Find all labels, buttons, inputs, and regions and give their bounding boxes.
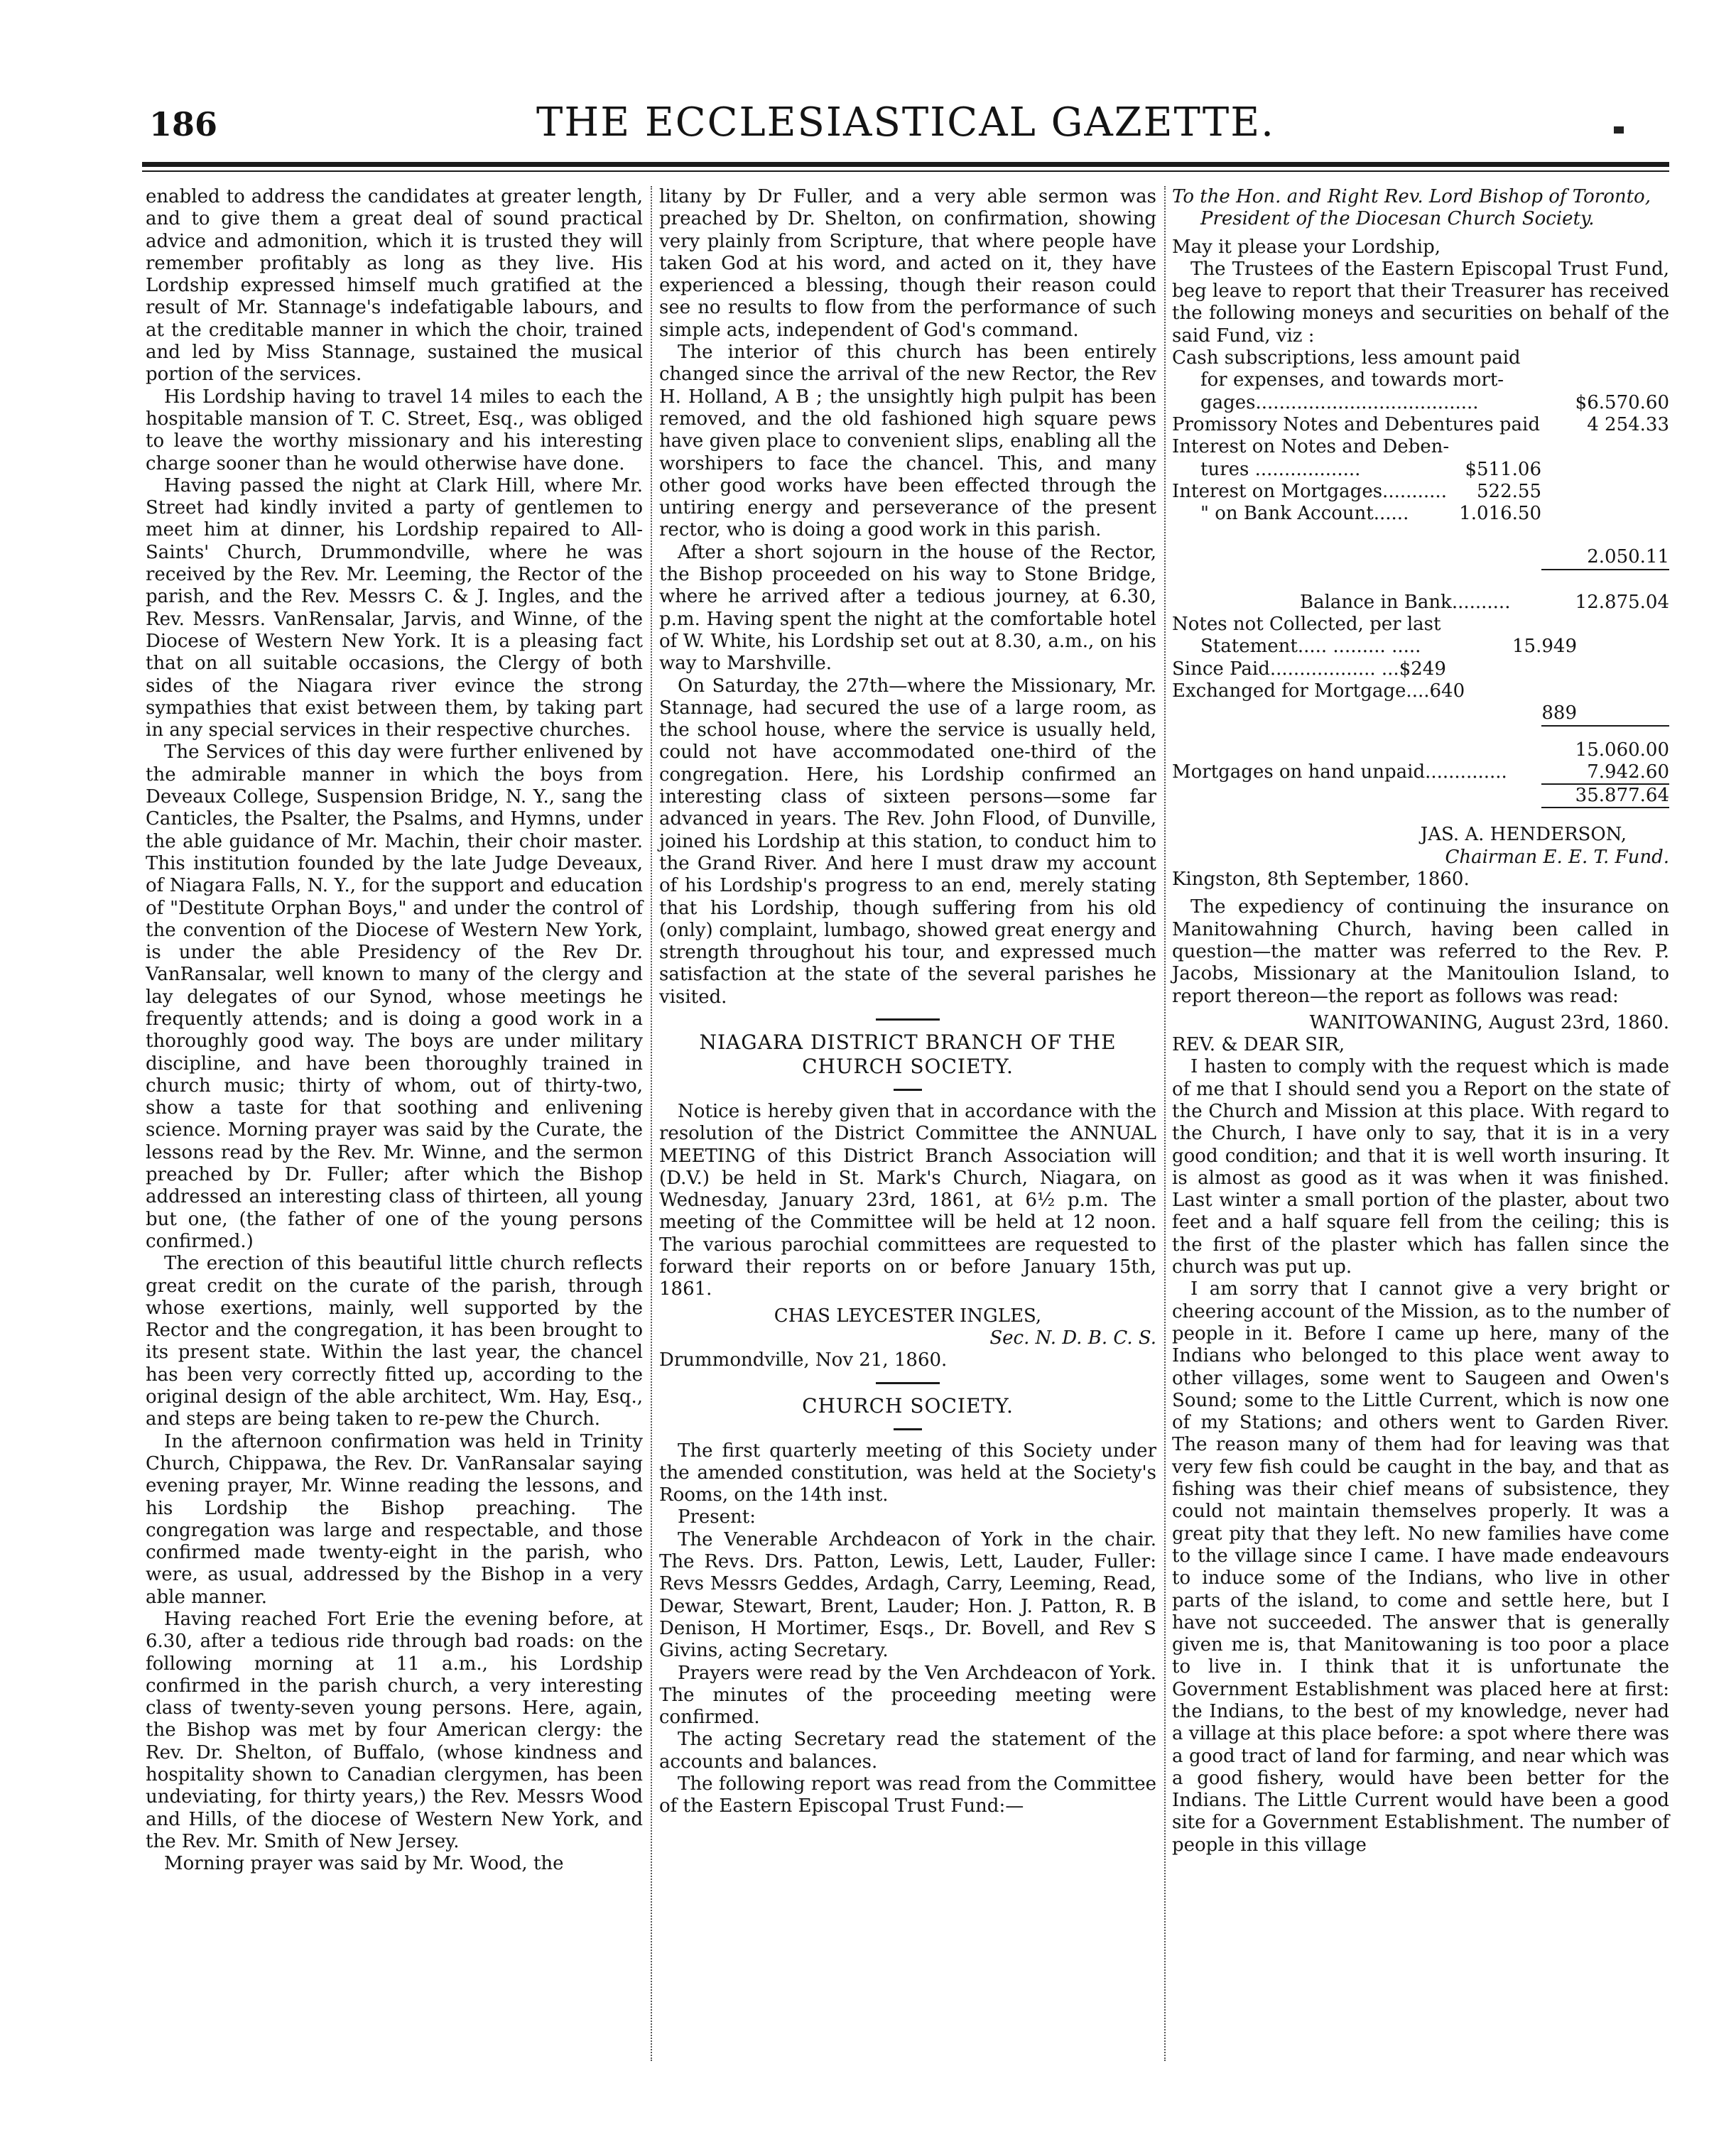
letter-salutation: REV. & DEAR SIR, [1172, 1034, 1345, 1056]
header-rule-thin [142, 170, 1669, 172]
letter-dateline: WANITOWANING, August 23rd, 1860. [1309, 1011, 1669, 1033]
notice-paragraph: Notice is hereby given that in accordance with the resolution of the District Committee the ANNUAL MEETING of this District Branch Association will (D.V.) be held in St. Mark's Church, Niagara, on Wednesday, January 23rd, 1861, at 6½ p.m. The meeting of the Committee will be held at 12 noon. The various parochial committees are requested to forward their reports on or before January 15th, 1861. [659, 1100, 1156, 1300]
notice-signature: CHAS LEYCESTER INGLES, [774, 1305, 1042, 1327]
masthead-title: THE ECCLESIASTICAL GAZETTE. [536, 99, 1275, 146]
report-signature: JAS. A. HENDERSON, [1420, 824, 1627, 846]
ledger-label: Balance in Bank.......... [1300, 591, 1511, 613]
page-header [149, 99, 1662, 156]
paragraph: The Services of this day were further enlivened by the admirable manner in which the boys from Deveaux College, Suspension Bridge, N. Y., sang the Canticles, the Psalter, the Psalms, and Hymns, under the able guidance of Mr. Machin, their choir master. This institution founded by the late Judge Deveaux, of Niagara Falls, N. Y., for the support and education of "Destitute Orphan Boys," and under the control of the convention of the Diocese of Western New York, is under the able Presidency of the Rev Dr. VanRansalar, well known to many of the clergy and lay delegates of our Synod, whose meetings he frequently attends; and is doing a good work in a thoroughly good way. The boys are under military discipline, and have been thoroughly trained in church music; thirty of whom, out of thirty-two, show a taste for that soothing and enlivening science. Morning prayer was said by the Curate, the lessons read by the Rev. Mr. Winne, and the sermon preached by Dr. Fuller; after which the Bishop addressed an interesting class of thirteen, all young but one, (the father of one of the young persons confirmed.) [146, 741, 643, 1252]
report-signature-title: Chairman E. E. T. Fund. [1445, 846, 1669, 868]
ledger-label: Cash subscriptions, less amount paid [1172, 347, 1521, 369]
paragraph: Morning prayer was said by Mr. Wood, the [164, 1853, 564, 1875]
report-intro: The Trustees of the Eastern Episcopal Trust Fund, beg leave to report that their Treasurer has received the following moneys and securities on behalf of the said Fund, viz : [1172, 258, 1669, 347]
ledger-amount: $6.570.60 [1575, 391, 1669, 413]
ledger-rule [1541, 807, 1669, 808]
paragraph: The erection of this beautiful little church reflects great credit on the curate of the parish, through whose exertions, mainly, well supported by the Rector and the congregation, it has been brought to its present state. Within the last year, the chancel has been very correctly fitted up, according to the original design of the able architect, Wm. Hay, Esq., and steps are being taken to re-pew the Church. [146, 1253, 643, 1430]
column-1 [146, 186, 643, 1876]
paragraph: I am sorry that I cannot give a very bright or cheering account of the Mission, as to the number of people in it. Before I came up here, many of the Indians who belonged to this place went away to other villages, some went to Saugeen and Owen's Sound; some to the Little Current, which is now one of my Stations; and others went to Garden River. The reason many of them had for leaving was that very few fish could be caught in the bay, and that as fishing was their chief means of subsistence, they could not maintain themselves properly. It was a great pity that they left. No new families have come to the village since I came. I have made endeavours to induce some of the Indians, who live in other parts of the island, to come and settle here, but I have not succeeded. The answer that is generally given me is, that Manitowaning is too poor a place to live in. I think that it is unfortunate the Government Establishment was placed here at first: the Indians, to the best of my knowledge, never had a village at this place before: a spot where there was a good tract of land for farming, and near which was a good fishery, would have been better for the Indians. The Little Current would have been a good site for a Government Establishment. The number of people in this village [1172, 1278, 1669, 1856]
notice-place-date: Drummondville, Nov 21, 1860. [659, 1349, 948, 1371]
heading-dash [894, 1089, 922, 1091]
paragraph: The first quarterly meeting of this Society under the amended constitution, was held at the Society's Rooms, on the 14th inst. [659, 1440, 1156, 1506]
address-line: To the Hon. and Right Rev. Lord Bishop of Toronto, [1172, 186, 1651, 207]
ledger-label: Since Paid.................. ...$249 [1172, 658, 1446, 680]
ledger-rule [1541, 569, 1669, 570]
paragraph: The Venerable Archdeacon of York in the chair. The Revs. Drs. Patton, Lewis, Lett, Lauder, Fuller: Revs Messrs Geddes, Ardagh, Carry, Leeming, Read, Dewar, Stewart, Brent, Lauder; Hon. J. Patton, R. B Denison, H Mortimer, Esqs., Dr. Bovell, and Rev S Givins, acting Secretary. [659, 1528, 1156, 1662]
paragraph: enabled to address the candidates at greater length, and to give them a great deal of sound practical advice and admonition, which it is trusted they will remember profitably as long as they live. His Lordship expressed himself much gratified at the result of Mr. Stannage's indefatigable labours, and at the creditable manner in which the choir, trained and led by Miss Stannage, sustained the musical portion of the services. [146, 186, 643, 386]
heading-dash [894, 1428, 922, 1430]
column-2 [659, 186, 1156, 1818]
ledger-row [1172, 636, 1669, 658]
paragraph: After a short sojourn in the house of the Rector, the Bishop proceeded on his way to Stone Bridge, where he arrived after a tedious journey, at 6.30, p.m. Having spent the night at the comfortable hotel of W. White, his Lordship set out at 8.30, a.m., on his way to Marshville. [659, 541, 1156, 675]
address-line: President of the Diocesan Church Society. [1200, 208, 1595, 230]
ledger-row [1172, 592, 1669, 614]
paragraph: The following report was read from the Committee of the Eastern Episcopal Trust Fund:— [659, 1773, 1156, 1817]
paragraph: Having reached Fort Erie the evening before, at 6.30, after a tedious ride through bad roads: on the following morning at 11 a.m., his Lordship confirmed in the parish church, a very interesting class of twenty-seven young persons. Here, again, the Bishop was met by four American clergy: the Rev. Dr. Shelton, of Buffalo, (whose kindness and hospitality shown to Canadian clergymen, has been undeviating, for thirty years,) the Rev. Messrs Wood and Hills, of the diocese of Western New York, and the Rev. Mr. Smith of New Jersey. [146, 1609, 643, 1852]
page-number: 186 [149, 105, 218, 143]
ledger-label: Statement..... ......... ..... [1200, 636, 1421, 658]
paragraph: On Saturday, the 27th—where the Missionary, Mr. Stannage, had secured the use of a large room, as the school house, where the service is usually held, could not have accommodated one-third of the congregation. Here, his Lordship confirmed an interesting class of sixteen persons—some far advanced in years. The Rev. John Flood, of Dunville, joined his Lordship at this station, to conduct him to the Grand River. And here I must draw my account of his Lordship's progress to an end, merely stating that his Lordship, though suffering from his old (only) complaint, lumbago, showed great energy and strength throughout his tour, and expressed much satisfaction at the state of the several parishes he visited. [659, 675, 1156, 1008]
paragraph: litany by Dr Fuller, and a very able sermon was preached by Dr. Shelton, on confirmation, showing very plainly from Scripture, that where people have taken God at his word, and acted on it, they have experienced a blessing, though their reason could see no results to flow from the performance of such simple acts, independent of God's command. [659, 186, 1156, 341]
salutation: May it please your Lordship, [1172, 236, 1441, 258]
ledger-label: Interest on Notes and Deben- [1172, 436, 1450, 458]
ledger-rule [1541, 725, 1669, 727]
paragraph: The expediency of continuing the insurance on Manitowahning Church, having been called in question—the matter was referred to the Rev. P. Jacobs, Missionary at the Manitoulion Island, to report thereon—the report as follows was read: [1172, 896, 1669, 1007]
column-separator-2 [1164, 186, 1166, 2061]
paragraph: Having passed the night at Clark Hill, where Mr. Street had kindly invited a party of gentlemen to meet him at dinner, his Lordship repaired to All-Saints' Church, Drummondville, where he was received by the Rev. Mr. Leeming, the Rector of the parish, and the Rev. Messrs C. & J. Ingles, and the Rev. Messrs. VanRensalar, Jarvis, and Winne, of the Diocese of Western New York. It is a pleasing fact that on all suitable occasions, the Clergy of both sides of the Niagara river evince the strong sympathies that exist between them, by taking part in any special services in their respective churches. [146, 474, 643, 741]
ledger-amount: 4 254.33 [1587, 413, 1669, 435]
heading-line: CHURCH SOCIETY. [802, 1054, 1014, 1078]
ledger-amount: 889 [1541, 702, 1577, 724]
paragraph: His Lordship having to travel 14 miles to each the hospitable mansion of T. C. Street, Esq., was obliged to leave the worthy missionary and his interesting charge sooner than he would otherwise have done. [146, 386, 643, 474]
ledger-row [1172, 481, 1669, 503]
ledger-label: Promissory Notes and Debentures paid [1172, 413, 1540, 435]
paragraph: In the afternoon confirmation was held in Trinity Church, Chippawa, the Rev. Dr. VanRansalar saying evening prayer, Mr. Winne reading the lessons, and his Lordship the Bishop preaching. The congregation was large and respectable, and those confirmed made twenty-eight in the parish, who were, as usual, addressed by the Bishop in a very able manner. [146, 1430, 643, 1608]
ledger-grand-total: 35.877.64 [1575, 785, 1669, 807]
ledger-label: for expenses, and towards mort- [1200, 369, 1504, 391]
printer-mark [1614, 126, 1624, 134]
ledger-subtotal: 2.050.11 [1587, 546, 1669, 568]
ledger-row [1172, 503, 1669, 525]
section-heading-niagara [659, 1031, 1156, 1079]
ledger-label: Interest on Mortgages........... [1172, 480, 1447, 502]
ledger-label: Exchanged for Mortgage....640 [1172, 680, 1465, 702]
ledger-row [1172, 392, 1669, 414]
ledger-row [1172, 414, 1669, 436]
header-rule-thick [142, 162, 1669, 167]
section-heading-church-society: CHURCH SOCIETY. [802, 1393, 1014, 1418]
notice-signature-title: Sec. N. D. B. C. S. [989, 1327, 1156, 1349]
ledger-subtotal: 15.060.00 [1575, 739, 1669, 761]
paragraph: The acting Secretary read the statement of the accounts and balances. [659, 1729, 1156, 1773]
report-address [1172, 186, 1669, 231]
ledger-label: tures .................. [1200, 458, 1361, 480]
ledger-amount: $511.06 [1465, 458, 1541, 480]
ledger-row [1172, 459, 1669, 481]
ledger-label: gages...................................... [1200, 391, 1479, 413]
ledger-amount: 15.949 [1512, 636, 1577, 658]
paragraph: Present: [678, 1506, 756, 1528]
column-separator-1 [651, 186, 652, 2061]
section-divider [876, 1382, 940, 1384]
heading-line: NIAGARA DISTRICT BRANCH OF THE [699, 1030, 1117, 1054]
ledger-label: Mortgages on hand unpaid.............. [1172, 761, 1507, 783]
paragraph: I hasten to comply with the request which is made of me that I should send you a Report on the state of the Church and Mission at this place. With regard to the Church, I have only to say, that it is in a very good condition; and that it is well worth insuring. It is almost as good as it was when it was finished. Last winter a small portion of the plaster, about two feet and a half square fell from the ceiling; this is the first of the plaster which has fallen since the church was put up. [1172, 1056, 1669, 1278]
ledger-amount: 12.875.04 [1575, 591, 1669, 613]
ledger-label: Notes not Collected, per last [1172, 614, 1441, 636]
paragraph: The interior of this church has been entirely changed since the arrival of the new Rector, the Rev H. Holland, A B ; the unsightly high pulpit has been removed, and the old fashioned high square pews have given place to convenient slips, enabling all the worshipers to face the chancel. This, and many other good works have been effected through the untiring energy and perseverance of the present rector, who is doing a good work in this parish. [659, 342, 1156, 541]
ledger-label: " on Bank Account...... [1200, 503, 1409, 525]
paragraph: Prayers were read by the Ven Archdeacon of York. The minutes of the proceeding meeting were confirmed. [659, 1662, 1156, 1729]
ledger-amount: 7.942.60 [1587, 761, 1669, 783]
ledger-amount: 1.016.50 [1459, 503, 1541, 525]
ledger-amount: 522.55 [1477, 480, 1541, 502]
ledger [1172, 347, 1669, 808]
column-3 [1172, 186, 1669, 1856]
ledger-row [1172, 761, 1669, 783]
report-place-date: Kingston, 8th September, 1860. [1172, 869, 1470, 891]
section-divider [876, 1018, 940, 1021]
